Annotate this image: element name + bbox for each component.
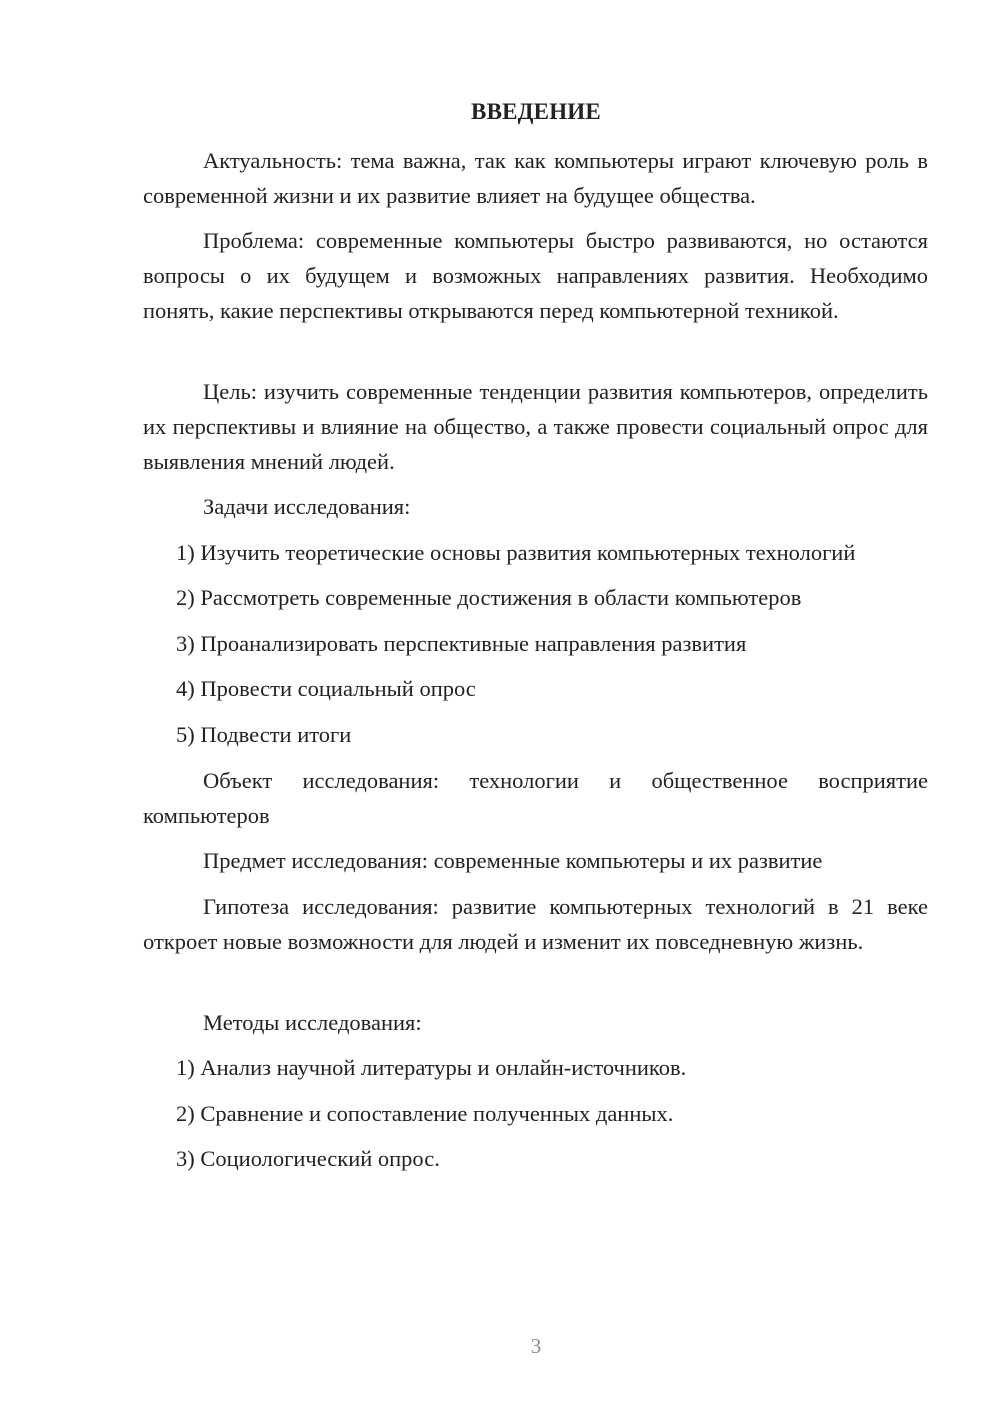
page-number: 3 xyxy=(530,1334,542,1358)
task-item: 1) Изучить теоретические основы развития компьютерных технологий xyxy=(176,540,856,565)
hypothesis-paragraph: Гипотеза исследования: развитие компьютерных технологий в 21 веке откроет новые возможности для людей и изменит их повседневную жизнь. xyxy=(143,894,928,954)
task-item: 2) Рассмотреть современные достижения в области компьютеров xyxy=(176,585,802,610)
problem-paragraph: Проблема: современные компьютеры быстро развиваются, но остаются вопросы о их будущем и возможных направлениях развития. Необходимо понять, какие перспективы открываются перед компьютерной техникой. xyxy=(143,228,928,323)
subject-paragraph: Предмет исследования: современные компьютеры и их развитие xyxy=(203,848,823,873)
methods-heading: Методы исследования: xyxy=(203,1010,422,1035)
page-title: ВВЕДЕНИЕ xyxy=(471,99,601,124)
method-item: 3) Социологический опрос. xyxy=(176,1146,440,1171)
method-item: 1) Анализ научной литературы и онлайн-источников. xyxy=(176,1055,687,1080)
method-item: 2) Сравнение и сопоставление полученных данных. xyxy=(176,1101,674,1126)
task-item: 3) Проанализировать перспективные направления развития xyxy=(176,631,747,656)
relevance-paragraph: Актуальность: тема важна, так как компьютеры играют ключевую роль в современной жизни и их развитие влияет на будущее общества. xyxy=(143,148,928,208)
task-item: 5) Подвести итоги xyxy=(176,722,352,747)
object-paragraph: Объект исследования: технологии и общественное восприятие компьютеров xyxy=(143,768,928,828)
tasks-heading: Задачи исследования: xyxy=(203,494,411,519)
task-item: 4) Провести социальный опрос xyxy=(176,676,476,701)
goal-paragraph: Цель: изучить современные тенденции развития компьютеров, определить их перспективы и влияние на общество, а также провести социальный опрос для выявления мнений людей. xyxy=(143,379,928,474)
